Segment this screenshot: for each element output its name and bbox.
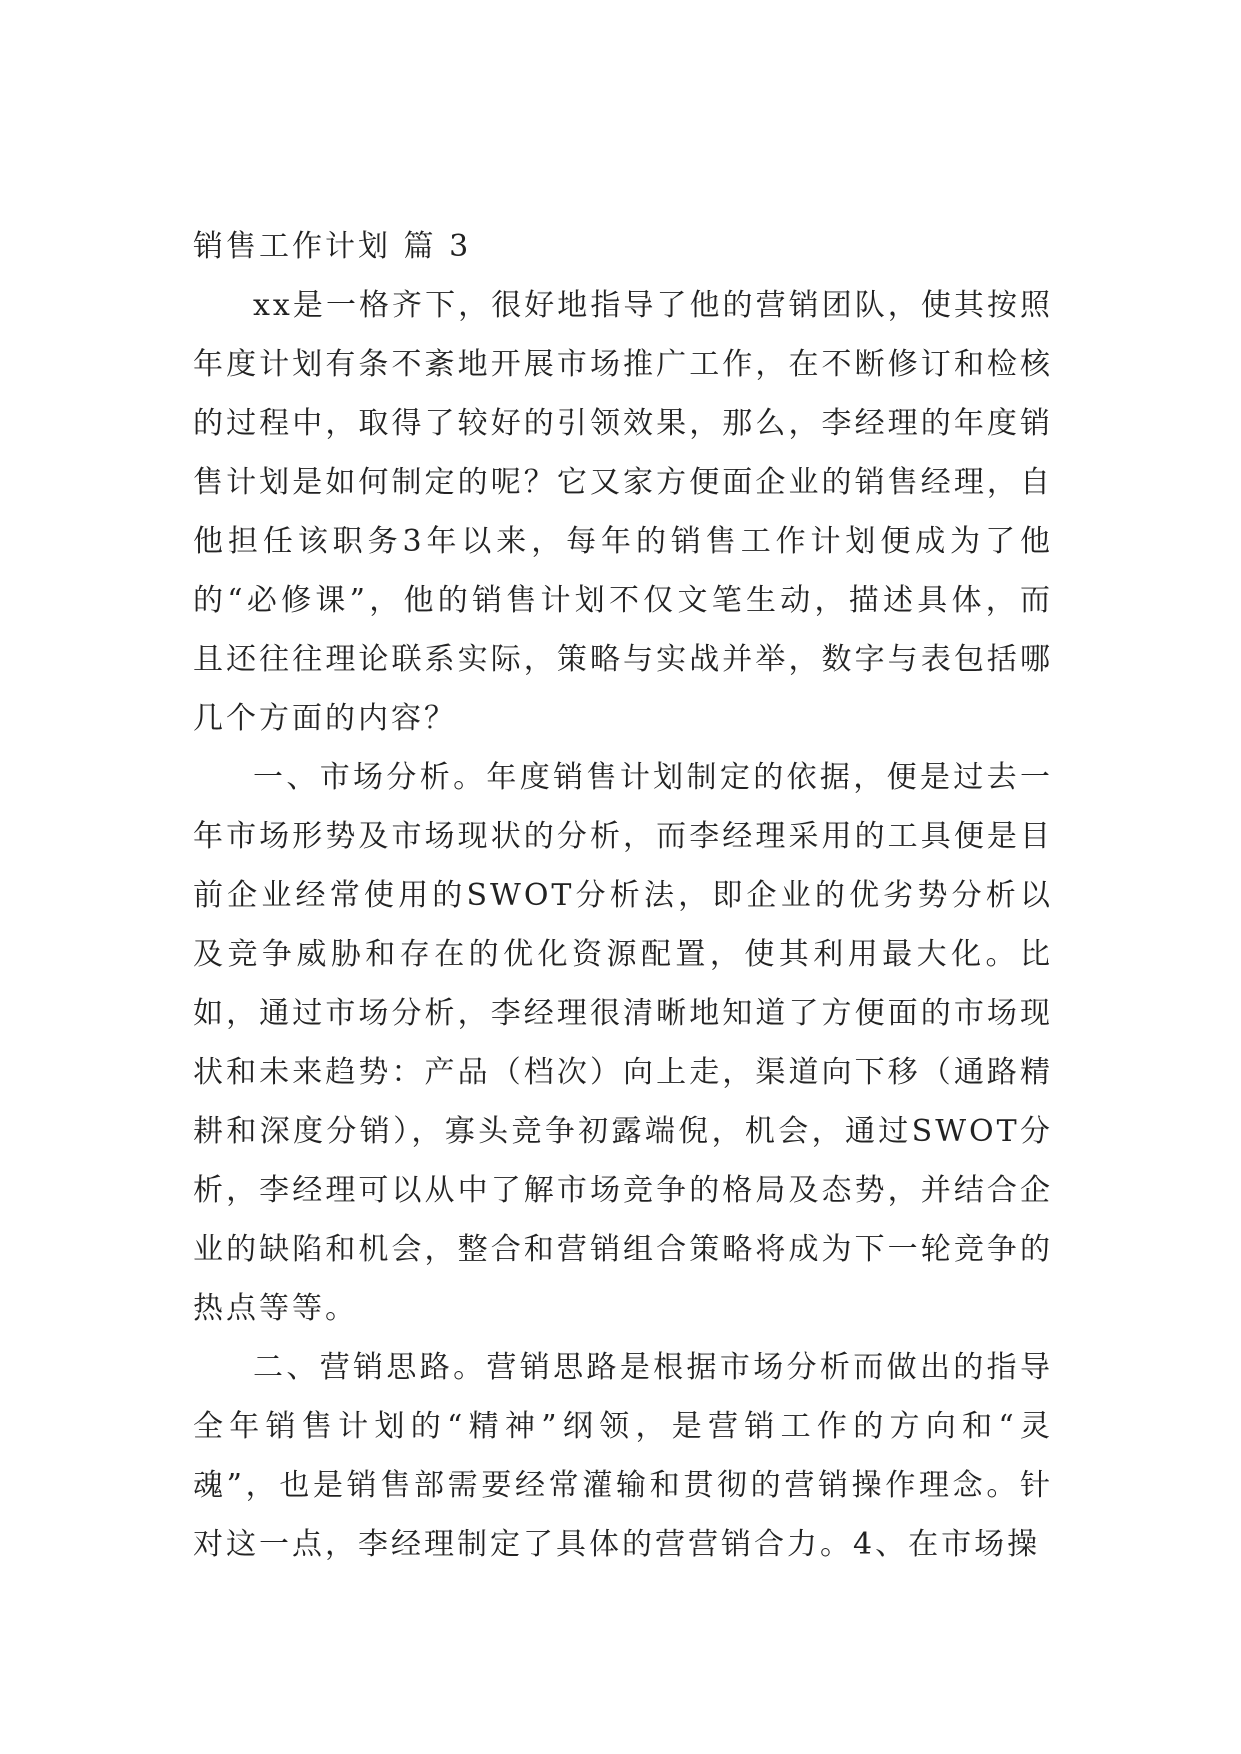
paragraph-market-analysis: 一、市场分析。年度销售计划制定的依据，便是过去一年市场形势及市场现状的分析，而李经理采用的工具便是目前企业经常使用的SWOT分析法，即企业的优劣势分析以及竞争威胁和存在的优化资源配置，使其利用最大化。比如，通过市场分析，李经理很清晰地知道了方便面的市场现状和未来趋势：产品（档次）向上走，渠道向下移（通路精耕和深度分销），寡头竞争初露端倪，机会，通过SWOT分析，李经理可以从中了解市场竞争的格局及态势，并结合企业的缺陷和机会，整合和营销组合策略将成为下一轮竞争的热点等等。 (193, 760, 1053, 1326)
document-title: 销售工作计划 篇 3 (193, 229, 472, 264)
document-body (193, 218, 1053, 1574)
paragraph-intro: xx是一格齐下，很好地指导了他的营销团队，使其按照年度计划有条不紊地开展市场推广工作，在不断修订和检核的过程中，取得了较好的引领效果，那么，李经理的年度销售计划是如何制定的呢？它又家方便面企业的销售经理，自他担任该职务3年以来，每年的销售工作计划便成为了他的“必修课”，他的销售计划不仅文笔生动，描述具体，而且还往往理论联系实际，策略与实战并举，数字与表包括哪几个方面的内容？ (193, 288, 1053, 736)
paragraph-marketing-approach: 二、营销思路。营销思路是根据市场分析而做出的指导全年销售计划的“精神”纲领，是营销工作的方向和“灵魂”，也是销售部需要经常灌输和贯彻的营销操作理念。针对这一点，李经理制定了具体的营营销合力。4、在市场操 (193, 1350, 1053, 1562)
